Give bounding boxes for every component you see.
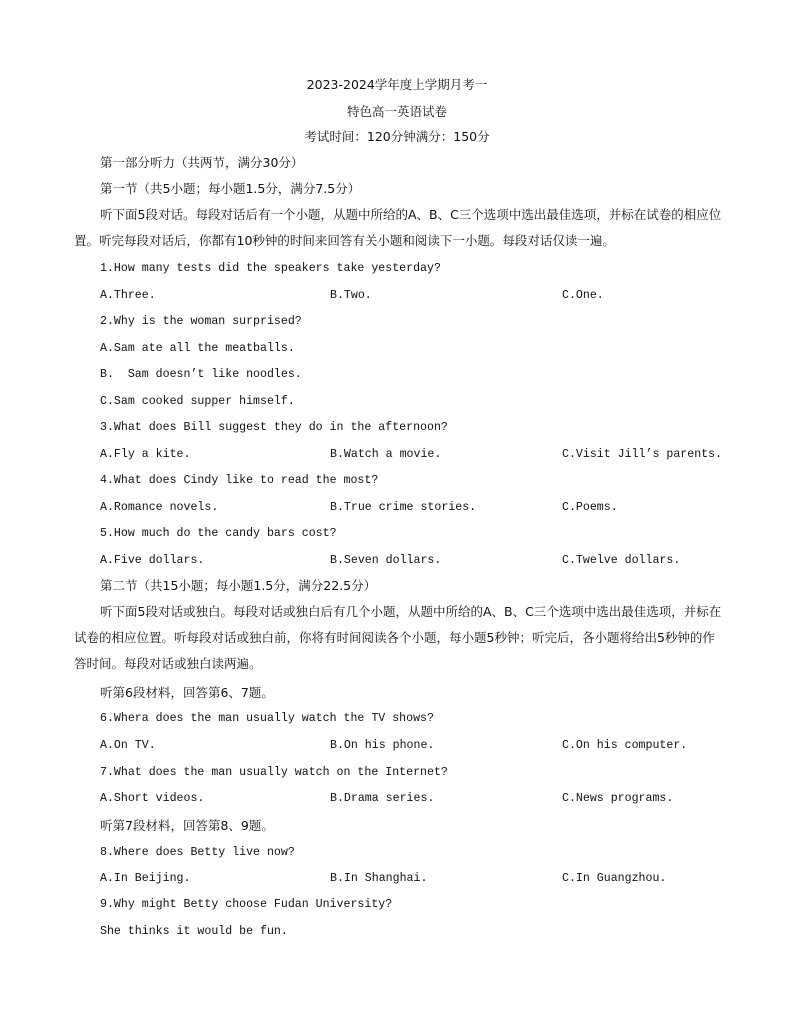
question-5-stem: 5.How much do the candy bars cost? bbox=[100, 527, 337, 540]
question-6-option-c: C.On his computer. bbox=[562, 739, 688, 752]
section1-instructions: 听下面5段对话。每段对话后有一个小题，从题中所给的A、B、C三个选项中选出最佳选项，并标在试卷的相应位置。听完每段对话后，你都有10秒钟的时间来回答有关小题和阅读下一小题。每段对话仅读一遍。 bbox=[74, 207, 722, 248]
question-2-option-c: C.Sam cooked supper himself. bbox=[100, 395, 295, 408]
question-5-option-b: B.Seven dollars. bbox=[330, 554, 442, 567]
question-6-option-a: A.On TV. bbox=[100, 739, 156, 752]
question-3-option-c: C.Visit Jill’s parents. bbox=[562, 448, 723, 461]
question-1-option-c: C.One. bbox=[562, 289, 604, 302]
question-3-stem: 3.What does Bill suggest they do in the afternoon? bbox=[100, 421, 448, 434]
question-3-option-b: B.Watch a movie. bbox=[330, 448, 442, 461]
question-8-stem: 8.Where does Betty live now? bbox=[100, 846, 295, 859]
question-6-stem: 6.Whera does the man usually watch the TV shows? bbox=[100, 712, 434, 725]
exam-paper-title: 特色高一英语试卷 bbox=[346, 104, 447, 119]
question-8-option-b: B.In Shanghai. bbox=[330, 872, 428, 885]
question-8-option-c: C.In Guangzhou. bbox=[562, 872, 667, 885]
section2-instructions: 听下面5段对话或独白。每段对话或独白后有几个小题，从题中所给的A、B、C三个选项中选出最佳选项，并标在试卷的相应位置。听每段对话或独白前，你将有时间阅读各个小题，每小题5秒钟；听完后，各小题将给出5秒钟的作答时间。每段对话或独白读两遍。 bbox=[74, 604, 722, 671]
question-5-option-a: A.Five dollars. bbox=[100, 554, 205, 567]
question-2-stem: 2.Why is the woman surprised? bbox=[100, 315, 302, 328]
question-7-option-a: A.Short videos. bbox=[100, 792, 205, 805]
question-4-stem: 4.What does Cindy like to read the most? bbox=[100, 474, 379, 487]
question-4-option-a: A.Romance novels. bbox=[100, 501, 219, 514]
question-1-option-b: B.Two. bbox=[330, 289, 372, 302]
question-2-option-b: B. Sam doesn’t like noodles. bbox=[100, 368, 302, 381]
question-7-stem: 7.What does the man usually watch on the Internet? bbox=[100, 766, 448, 779]
question-9-option-a: She thinks it would be fun. bbox=[100, 925, 288, 938]
question-7-option-c: C.News programs. bbox=[562, 792, 674, 805]
exam-year-title: 2023-2024学年度上学期月考一 bbox=[306, 77, 488, 92]
question-2-option-a: A.Sam ate all the meatballs. bbox=[100, 342, 295, 355]
question-4-option-c: C.Poems. bbox=[562, 501, 618, 514]
question-4-option-b: B.True crime stories. bbox=[330, 501, 477, 514]
part1-title: 第一部分听力（共两节，满分30分） bbox=[100, 155, 304, 170]
question-3-option-a: A.Fly a kite. bbox=[100, 448, 191, 461]
question-8-option-a: A.In Beijing. bbox=[100, 872, 191, 885]
question-7-option-b: B.Drama series. bbox=[330, 792, 435, 805]
material-7-heading: 听第7段材料，回答第8、9题。 bbox=[100, 818, 274, 833]
question-6-option-b: B.On his phone. bbox=[330, 739, 435, 752]
section2-title: 第二节（共15小题；每小题1.5分，满分22.5分） bbox=[100, 578, 377, 593]
section1-title: 第一节（共5小题；每小题1.5分，满分7.5分） bbox=[100, 181, 361, 196]
question-5-option-c: C.Twelve dollars. bbox=[562, 554, 681, 567]
question-1-stem: 1.How many tests did the speakers take yesterday? bbox=[100, 262, 441, 275]
question-9-stem: 9.Why might Betty choose Fudan University? bbox=[100, 898, 393, 911]
exam-time-score: 考试时间：120分钟满分：150分 bbox=[304, 129, 490, 144]
material-6-heading: 听第6段材料，回答第6、7题。 bbox=[100, 685, 274, 700]
question-1-option-a: A.Three. bbox=[100, 289, 156, 302]
